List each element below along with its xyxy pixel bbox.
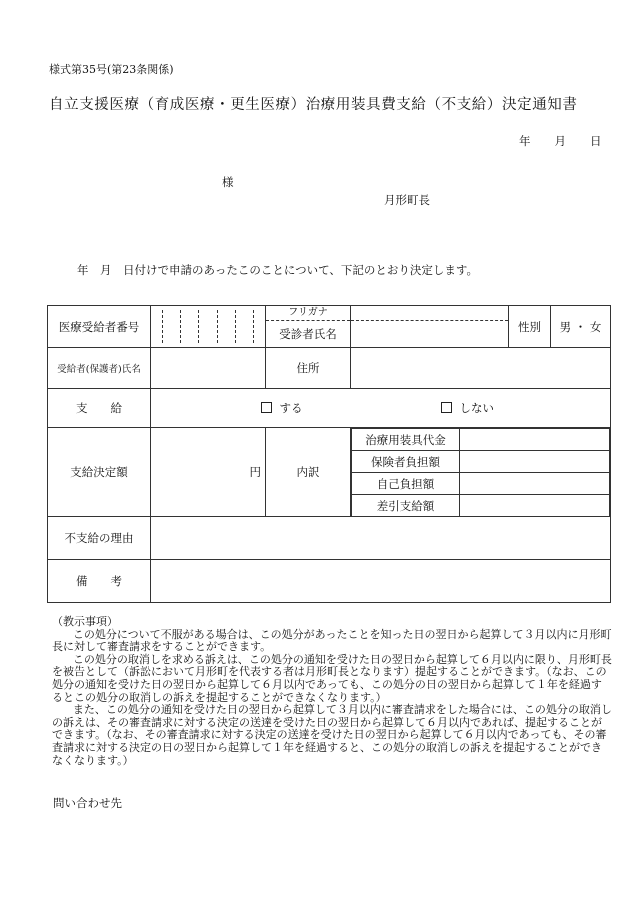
- breakdown-table: [351, 428, 610, 516]
- patient-row: [48, 306, 611, 348]
- breakdown-row: [352, 473, 610, 495]
- sex-options[interactable]: 男 ・ 女: [551, 306, 611, 348]
- breakdown-row: [352, 495, 610, 517]
- guardian-name-label: 受給者(保護者)氏名: [48, 348, 151, 389]
- instructions-paragraph: この処分の取消しを求める訴えは、この処分の通知を受けた日の翌日から起算して６月以内に限り、月形町長を被告として（訴訟において月形町を代表する者は月形町長となります）提起することができます。（なお、この処分の通知を受けた日の翌日から起算して６月以内であっても、この処分の日の翌日から起算して１年を経過するとこの処分の取消しの訴えを提起することができなくなります。）: [52, 652, 612, 704]
- patient-name-label-cell: [266, 306, 351, 348]
- furigana-field[interactable]: [351, 306, 508, 321]
- form-number: 様式第35号(第23条関係): [49, 63, 174, 76]
- address-field[interactable]: [351, 348, 611, 389]
- breakdown-item-label: 治療用装具代金: [352, 429, 460, 451]
- breakdown-row: [352, 429, 610, 451]
- payment-row: [48, 389, 611, 428]
- remarks-label: 備 考: [48, 560, 151, 603]
- nonpayment-reason-field[interactable]: [151, 517, 611, 560]
- yen-unit: 円: [249, 465, 261, 479]
- payment-yes-checkbox[interactable]: [261, 402, 272, 413]
- instructions-heading: （教示事項）: [52, 615, 118, 628]
- document-title: 自立支援医療（育成医療・更生医療）治療用装具費支給（不支給）決定通知書: [49, 97, 578, 113]
- patient-number-digits: [151, 306, 265, 347]
- issuer-name: 月形町長: [384, 193, 430, 207]
- breakdown-item-label: 自己負担額: [352, 473, 460, 495]
- patient-number-label: 医療受給者番号: [48, 306, 151, 348]
- instructions-section: [52, 616, 612, 767]
- furigana-label: フリガナ: [266, 306, 350, 321]
- nonpayment-reason-label: 不支給の理由: [48, 517, 151, 560]
- remarks-row: [48, 560, 611, 603]
- breakdown-row: [352, 451, 610, 473]
- patient-number-field[interactable]: [151, 306, 266, 348]
- amount-label: 支給決定額: [48, 428, 151, 517]
- patient-name-label: 受診者氏名: [279, 327, 337, 341]
- sex-label: 性別: [509, 306, 551, 348]
- instructions-paragraph: この処分について不服がある場合は、この処分があったことを知った日の翌日から起算して３月以内に月形町長に対して審査請求をすることができます。: [52, 627, 612, 654]
- breakdown-item-label: 保険者負担額: [352, 451, 460, 473]
- payment-no-checkbox[interactable]: [441, 402, 452, 413]
- guardian-row: [48, 348, 611, 389]
- date-year-label: 年: [519, 134, 531, 148]
- amount-row: [48, 428, 611, 517]
- guardian-name-field[interactable]: [151, 348, 266, 389]
- decision-statement: 年 月 日付けで申請のあったこのことについて、下記のとおり決定します。: [77, 263, 479, 277]
- breakdown-item-value[interactable]: [460, 473, 610, 495]
- amount-field[interactable]: [151, 428, 266, 517]
- breakdown-item-value[interactable]: [460, 429, 610, 451]
- patient-name-field[interactable]: [351, 306, 509, 348]
- date-day-label: 日: [590, 134, 602, 148]
- decision-table: [47, 305, 611, 603]
- payment-no-label: しない: [459, 401, 494, 415]
- breakdown-cell: [351, 428, 611, 517]
- breakdown-item-value[interactable]: [460, 451, 610, 473]
- payment-options: [151, 389, 611, 428]
- date-month-label: 月: [554, 134, 566, 148]
- breakdown-item-value[interactable]: [460, 495, 610, 517]
- issue-date: [519, 133, 602, 149]
- nonpayment-reason-row: [48, 517, 611, 560]
- instructions-paragraph: また、この処分の通知を受けた日の翌日から起算して３月以内に審査請求をした場合には、この処分の取消しの訴えは、その審査請求に対する決定の送達を受けた日の翌日から起算して６月以内であれば、提起することができます。（なお、その審査請求に対する決定の送達を受けた日の翌日から起算して６月以内であっても、その審査請求に対する決定の日の翌日から起算して１年を経過すると、この処分の取消しの訴えを提起することができなくなります。）: [52, 703, 612, 767]
- recipient-suffix: 様: [222, 175, 234, 189]
- contact-label: 問い合わせ先: [53, 796, 122, 810]
- remarks-field[interactable]: [151, 560, 611, 603]
- payment-yes-label: する: [279, 401, 303, 415]
- breakdown-item-label: 差引支給額: [352, 495, 460, 517]
- payment-label: 支 給: [48, 389, 151, 428]
- breakdown-label: 内訳: [266, 428, 351, 517]
- payment-no-option[interactable]: [441, 400, 541, 416]
- address-label: 住所: [266, 348, 351, 389]
- payment-yes-option[interactable]: [221, 400, 441, 416]
